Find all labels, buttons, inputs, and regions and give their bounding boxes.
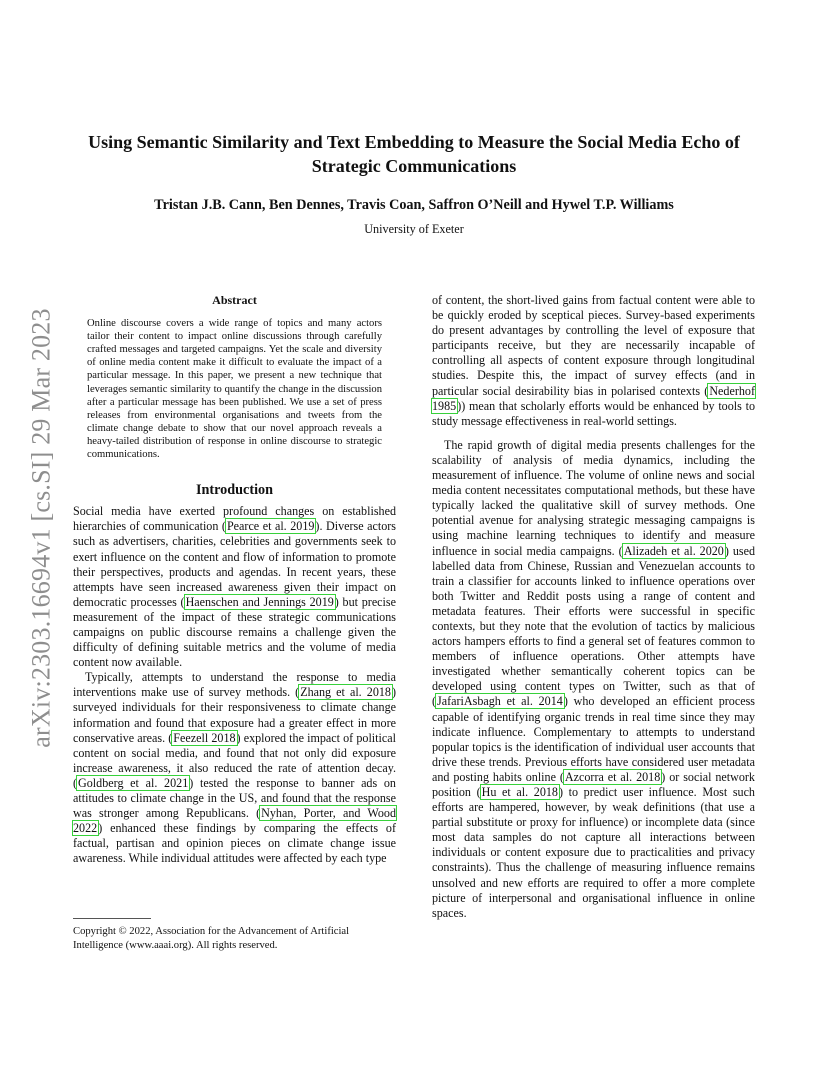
abstract-heading: Abstract	[212, 293, 257, 307]
paragraph-text: Typically, attempts to understand the response to media interventions make use of survey methods. (	[73, 670, 396, 700]
footnote-rule	[73, 918, 151, 919]
paragraph-text: ) but precise measurement of the impact of these strategic communications campaigns on public discourse remains a challenge given the difficulty of defining suitable metrics and the volume of media content now available.	[73, 594, 396, 670]
paragraph-text: ) tested the response to banner ads on attitudes to climate change in the US, and found that the response was stronger among Republicans. (	[73, 775, 396, 821]
citation-link[interactable]: Hu et al. 2018	[481, 785, 558, 799]
citation-link[interactable]: Alizadeh et al. 2020	[623, 543, 724, 558]
intro-paragraph-3	[432, 293, 755, 429]
paragraph-text: ). Diverse actors such as advertisers, charities, celebrities and governments seek to exert influence on the content and flow of information to promote their perspectives, products and agendas. In recent years, these attempts have seen increased awareness given their impact on democratic processes (	[73, 519, 397, 609]
paragraph-text: ) to predict user influence. Most such efforts are hampered, however, by weak definitions (that use a partial substitute or proxy for influence) or incomplete data (since most data samples do not capture all interactions between individuals or content exposure due to practicalities and privacy constraints). Thus the challenge of measuring influence remains unsolved and new efforts are required to offer a more complete picture of interpersonal and organisational influence in online spaces.	[432, 785, 755, 920]
paragraph-text: ) who developed an efficient process capable of identifying organic trends in real time since they may indicate influence. Complementary to attempts to understand popular topics is the identification of individual user accounts that drive these trends. Previous efforts have considered user metadata and posting habits online (	[432, 694, 755, 784]
citation-link[interactable]: Feezell 2018	[173, 730, 236, 745]
paper-title: Using Semantic Similarity and Text Embedding to Measure the Social Media Echo of Strategic Communications	[88, 132, 740, 176]
paragraph-text: ) enhanced these findings by comparing the effects of factual, partisan and opinion pieces on climate change issue awareness. While individual attitudes were affected by each type	[73, 821, 396, 866]
arxiv-identifier-stamp	[21, 298, 63, 758]
arxiv-identifier-text: arXiv:2303.16694v1 [cs.SI] 29 Mar 2023	[27, 308, 56, 748]
paragraph-text: )) mean that scholarly efforts would be enhanced by tools to study message effectiveness in real-world settings.	[432, 398, 755, 428]
citation-link[interactable]: Goldberg et al. 2021	[78, 775, 189, 790]
intro-paragraph-1	[73, 504, 396, 670]
citation-link[interactable]: Azcorra et al. 2018	[564, 769, 661, 784]
paragraph-text: The rapid growth of digital media presents challenges for the scalability of analysis of media dynamics, including the measurement of influence. The volume of online news and social media content necessitates computational methods, but these have typically lacked the qualitative skill of survey methods. One potential avenue for analysing strategic messaging campaigns is using machine learning techniques to identify and measure influence in social media campaigns. (	[432, 437, 755, 558]
copyright-footnote	[73, 918, 396, 952]
citation-link[interactable]: Pearce et al. 2019	[226, 519, 315, 534]
citation-link[interactable]: Haenschen and Jennings 2019	[185, 594, 334, 609]
paragraph-text: Social media have exerted profound changes on established hierarchies of communication (	[73, 504, 396, 534]
paragraph-spacer	[432, 429, 755, 438]
affiliation: University of Exeter	[364, 222, 464, 236]
copyright-text: Copyright © 2022, Association for the Advancement of Artificial Intelligence (www.aaai.org). All rights reserved.	[73, 926, 350, 951]
citation-link[interactable]: Nederhof 1985	[432, 383, 755, 413]
left-column	[73, 293, 396, 866]
paragraph-text: ) or social network position (	[432, 769, 755, 799]
intro-paragraph-4	[432, 438, 755, 921]
paragraph-text: ) explored the impact of political content on social media, and found that not only did exposure increase awareness, it also reduced the rate of attention decay. (	[73, 730, 396, 790]
author-list: Tristan J.B. Cann, Ben Dennes, Travis Coan, Saffron O’Neill and Hywel T.P. Williams	[154, 197, 674, 213]
abstract-text: Online discourse covers a wide range of topics and many actors tailor their content to impact online discussions through carefully crafted messages and targeted campaigns. Yet the scale and diversity of online media content make it difficult to evaluate the impact of a particular message. In this paper, we present a new technique that leverages semantic similarity to quantify the change in the discussion after a particular message has been published. We use a set of press releases from environmental organisations and tweets from the climate change debate to show that our novel approach reveals a heavy-tailed distribution of response in online discourse to strategic communications.	[87, 318, 382, 461]
citation-link[interactable]: Zhang et al. 2018	[300, 685, 391, 700]
intro-paragraph-2	[73, 670, 396, 866]
right-column	[432, 293, 755, 921]
citation-link[interactable]: Nyhan, Porter, and Wood 2022	[73, 806, 397, 836]
paragraph-text: ) used labelled data from Chinese, Russian and Venezuelan accounts to train a classifier for accounts linked to influence operations over both Twitter and Reddit posts using a range of content and metadata features. Their efforts were successful in specific contexts, but they note that the evolution of tactics by malicious actors hampers efforts to find a general set of features common to members of influence operations. Other attempts have investigated whether semantically coherent topics can be developed using content types on Twitter, such as that of (	[432, 543, 756, 709]
paragraph-text: of content, the short-lived gains from factual content were able to be quickly eroded by sceptical pieces. Survey-based experiments do present advantages by controlling the level of exposure that participants receive, but they are necessarily incapable of controlling all aspects of content exposure through longitudinal studies. Despite this, the impact of survey effects (and in particular social desirability bias in polarised contexts (	[432, 293, 755, 398]
introduction-heading: Introduction	[196, 482, 273, 499]
paragraph-text: ) surveyed individuals for their responsiveness to climate change information and found that exposure had a greater effect in more conservative areas. (	[73, 685, 396, 745]
citation-link[interactable]: JafariAsbagh et al. 2014	[437, 694, 563, 709]
